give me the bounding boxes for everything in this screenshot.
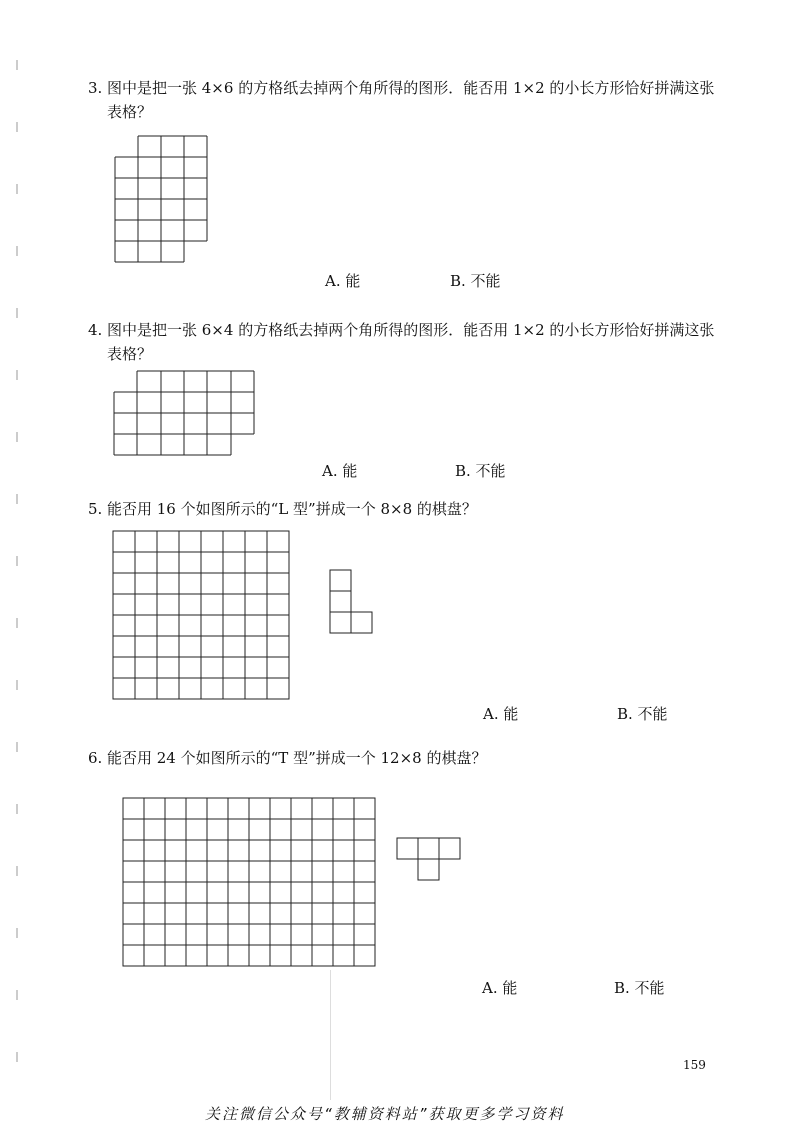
- question-3-option-a[interactable]: A. 能: [325, 272, 361, 290]
- question-3-text-line1: 图中是把一张 4×6 的方格纸去掉两个角所得的图形．能否用 1×2 的小长方形恰好拼满这张: [107, 79, 715, 97]
- question-6-option-b[interactable]: B. 不能: [614, 979, 665, 997]
- question-4-number: 4.: [88, 321, 103, 339]
- question-6-chessboard-12x8: [120, 795, 378, 969]
- question-3-text-line2: 表格？: [107, 103, 153, 121]
- question-5-option-a[interactable]: A. 能: [483, 705, 519, 723]
- question-4-text-line2: 表格？: [107, 345, 153, 363]
- question-5-l-shape-piece: [328, 568, 376, 636]
- page-number: 159: [683, 1058, 706, 1072]
- question-3-option-b[interactable]: B. 不能: [450, 272, 501, 290]
- question-5-number: 5.: [88, 500, 103, 518]
- question-6-option-a[interactable]: A. 能: [482, 979, 518, 997]
- question-6-t-shape-piece: [395, 836, 463, 882]
- question-6-text: 能否用 24 个如图所示的“T 型”拼成一个 12×8 的棋盘？: [107, 749, 487, 767]
- question-5-option-b[interactable]: B. 不能: [617, 705, 668, 723]
- question-4-grid-figure: [110, 368, 258, 458]
- question-5-text: 能否用 16 个如图所示的“L 型”拼成一个 8×8 的棋盘？: [107, 500, 477, 518]
- binding-margin: [16, 60, 20, 1100]
- question-6-number: 6.: [88, 749, 103, 767]
- question-4-option-b[interactable]: B. 不能: [455, 462, 506, 480]
- question-5-chessboard-8x8: [110, 528, 292, 702]
- question-3-number: 3.: [88, 79, 103, 97]
- question-3-grid-figure: [110, 133, 214, 267]
- footer-watermark-text: 关注微信公众号“教辅资料站”获取更多学习资料: [205, 1105, 565, 1123]
- question-4-option-a[interactable]: A. 能: [322, 462, 358, 480]
- scan-artifact-line: [330, 970, 331, 1100]
- question-4-text-line1: 图中是把一张 6×4 的方格纸去掉两个角所得的图形．能否用 1×2 的小长方形恰好拼满这张: [107, 321, 715, 339]
